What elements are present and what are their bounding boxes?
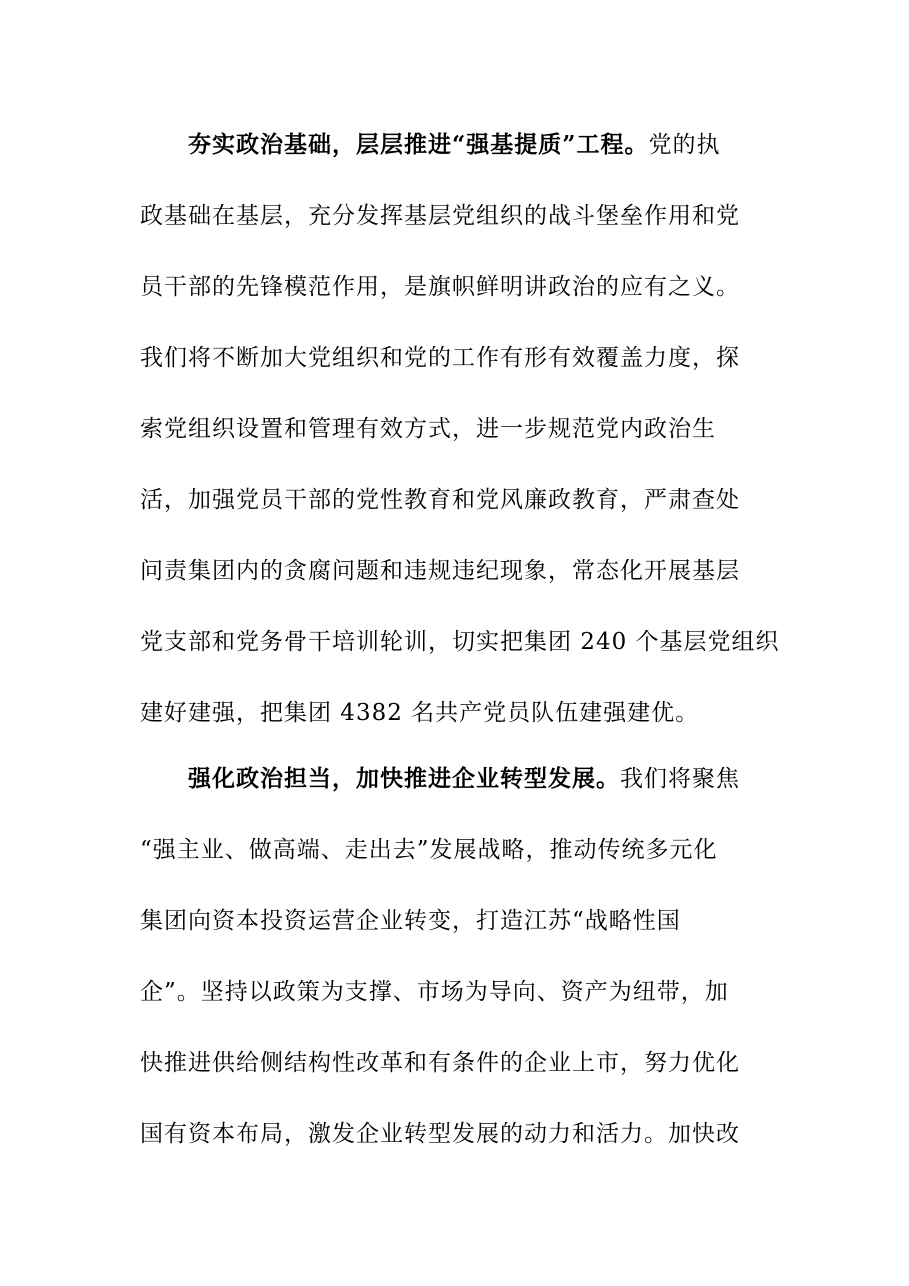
- paragraph-2-line-2: “强主业、做高端、走出去”发展战略，推动传统多元化: [140, 837, 718, 863]
- paragraph-1-heading: 夯实政治基础，层层推进“强基提质”工程。: [188, 131, 649, 158]
- paragraph-1-line-1: [188, 125, 828, 165]
- paragraph-1-line-5: 索党组织设置和管理有效方式，进一步规范党内政治生: [140, 416, 716, 442]
- paragraph-2-line-1-rest: 我们将聚焦: [620, 766, 740, 792]
- paragraph-1-line-1-rest: 党的执: [648, 132, 721, 158]
- paragraph-2-line-5: 快推进供给侧结构性改革和有条件的企业上市，努力优化: [140, 1050, 740, 1076]
- paragraph-2-line-6: 国有资本布局，激发企业转型发展的动力和活力。加快改: [140, 1121, 740, 1147]
- paragraph-1-line-9: 建好建强，把集团 4382 名共产党员队伍建强建优。: [140, 700, 700, 726]
- paragraph-1-line-2: 政基础在基层，充分发挥基层党组织的战斗堡垒作用和党: [140, 203, 740, 229]
- paragraph-1-line-4: 我们将不断加大党组织和党的工作有形有效覆盖力度，探: [140, 345, 740, 371]
- paragraph-1-line-7: 问责集团内的贪腐问题和违规违纪现象，常态化开展基层: [140, 558, 740, 584]
- paragraph-1-line-8: 党支部和党务骨干培训轮训，切实把集团 240 个基层党组织: [140, 629, 780, 655]
- paragraph-2-line-3: 集团向资本投资运营企业转变，打造江苏“战略性国: [140, 908, 681, 934]
- paragraph-1-line-6: 活，加强党员干部的党性教育和党风廉政教育，严肃查处: [140, 487, 740, 513]
- paragraph-2-heading: 强化政治担当，加快推进企业转型发展。: [188, 765, 620, 792]
- paragraph-1-line-3: 员干部的先锋模范作用，是旗帜鲜明讲政治的应有之义。: [140, 274, 740, 300]
- paragraph-2-line-1: [188, 759, 828, 799]
- paragraph-2-line-4: 企”。坚持以政策为支撑、市场为导向、资产为纽带，加: [140, 979, 729, 1005]
